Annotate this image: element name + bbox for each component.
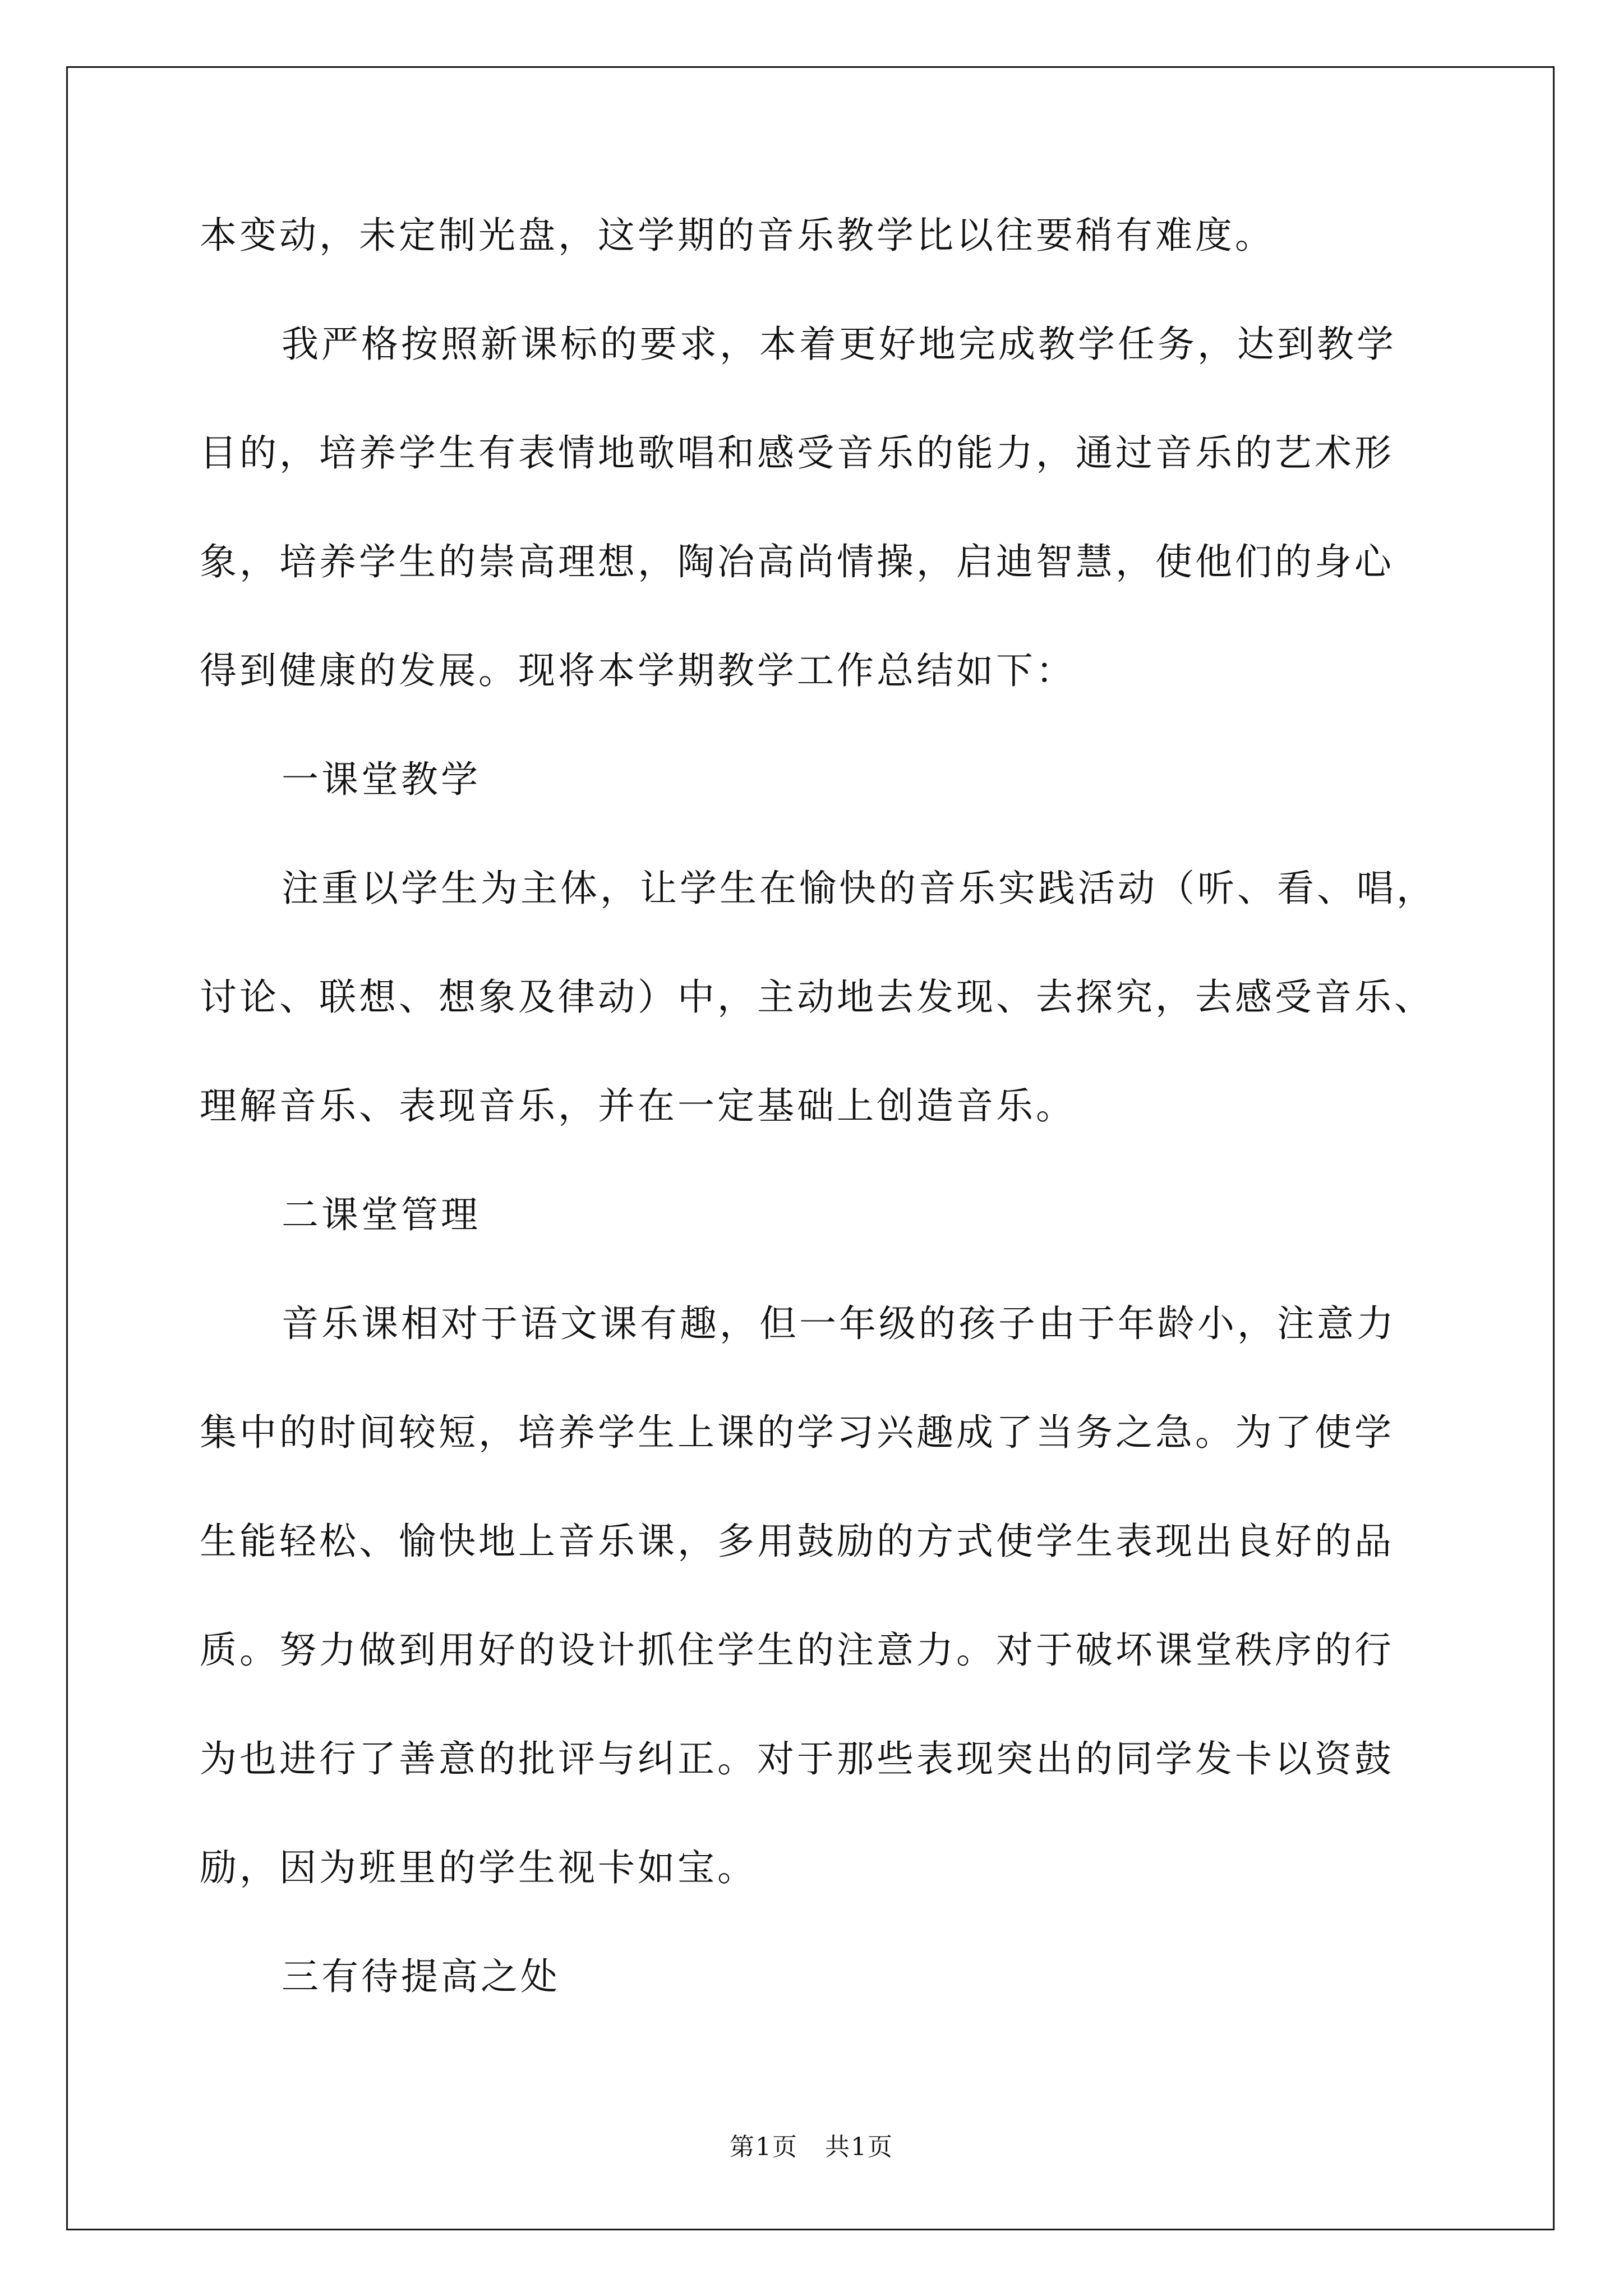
page-border (66, 66, 1555, 2230)
section-heading: 二课堂管理 (282, 1193, 481, 1236)
text-line: 象，培养学生的崇高理想，陶冶高尚情操，启迪智慧，使他们的身心 (200, 540, 1394, 583)
text-line: 励，因为班里的学生视卡如宝。 (200, 1846, 757, 1889)
text-line: 目的，培养学生有表情地歌唱和感受音乐的能力，通过音乐的艺术形 (200, 431, 1394, 475)
text-line: 为也进行了善意的批评与纠正。对于那些表现突出的同学发卡以资鼓 (200, 1737, 1394, 1780)
page-number: 第1页 (730, 2133, 798, 2161)
text-line: 理解音乐、表现音乐，并在一定基础上创造音乐。 (200, 1084, 1076, 1128)
text-line: 质。努力做到用好的设计抓住学生的注意力。对于破坏课堂秩序的行 (200, 1628, 1394, 1672)
page-total: 共1页 (825, 2133, 893, 2161)
text-line: 讨论、联想、想象及律动）中，主动地去发现、去探究，去感受音乐、 (200, 976, 1434, 1019)
page-footer (0, 2132, 1623, 2163)
paragraph-start-line: 注重以学生为主体，让学生在愉快的音乐实践活动（听、看、唱， (282, 867, 1436, 910)
text-line: 得到健康的发展。现将本学期教学工作总结如下： (200, 649, 1076, 692)
section-heading: 一课堂教学 (282, 758, 481, 801)
text-line: 集中的时间较短，培养学生上课的学习兴趣成了当务之急。为了使学 (200, 1411, 1394, 1454)
text-line: 生能轻松、愉快地上音乐课，多用鼓励的方式使学生表现出良好的品 (200, 1520, 1394, 1563)
text-line: 本变动，未定制光盘，这学期的音乐教学比以往要稍有难度。 (200, 214, 1275, 257)
paragraph-start-line: 我严格按照新课标的要求，本着更好地完成教学任务，达到教学 (282, 323, 1396, 366)
paragraph-start-line: 音乐课相对于语文课有趣，但一年级的孩子由于年龄小，注意力 (282, 1302, 1396, 1345)
section-heading: 三有待提高之处 (282, 1955, 560, 1998)
